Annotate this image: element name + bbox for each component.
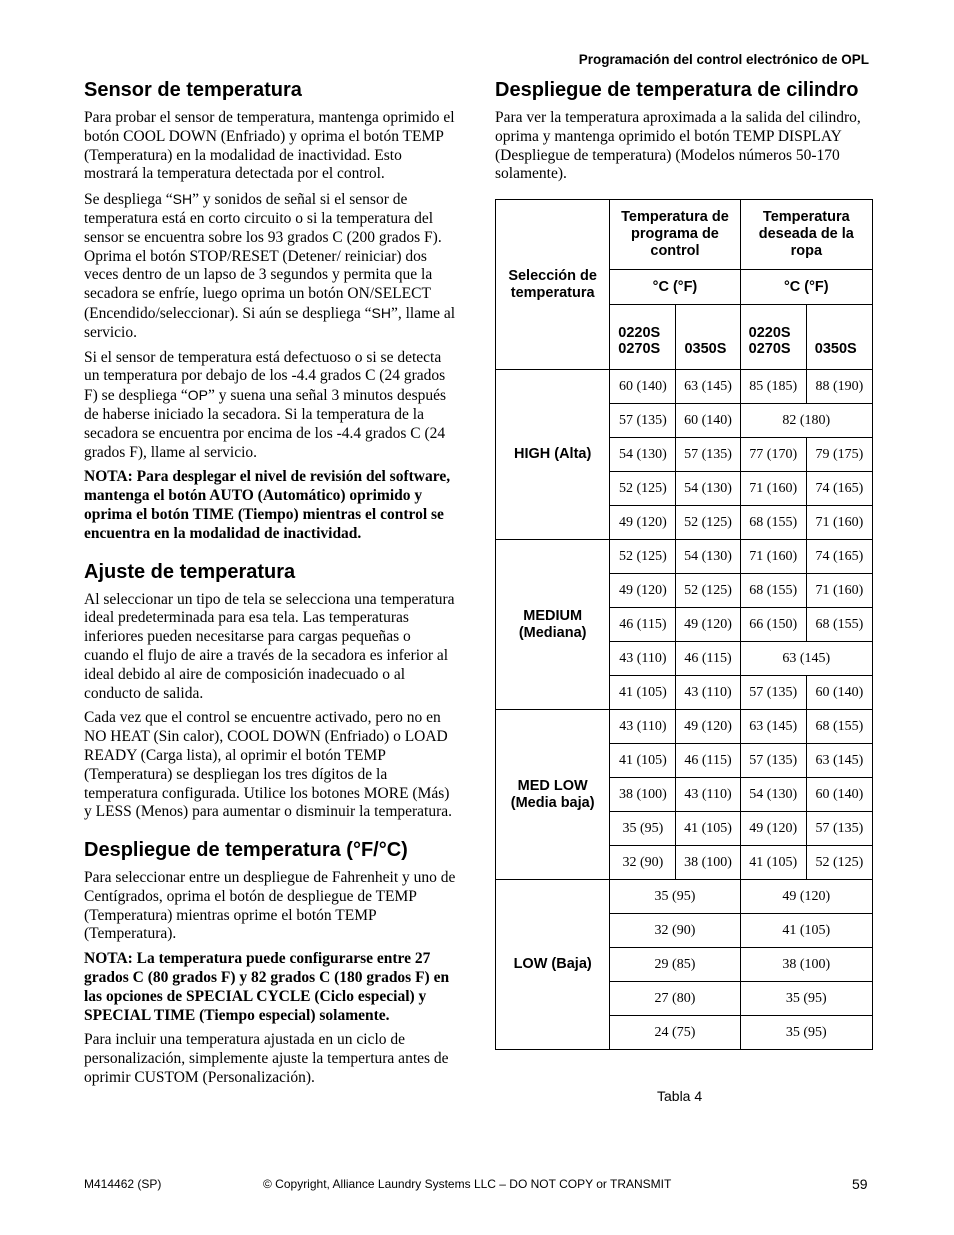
temperature-cell: 32 (90) (610, 846, 676, 880)
temperature-cell: 46 (115) (610, 608, 676, 642)
temperature-cell: 68 (155) (806, 710, 872, 744)
table-row (496, 540, 873, 574)
table-row (496, 710, 873, 744)
temperature-cell: 57 (135) (610, 404, 676, 438)
temperature-cell: 35 (95) (740, 1016, 872, 1050)
temperature-cell: 49 (120) (676, 608, 740, 642)
temperature-cell: 46 (115) (676, 744, 740, 778)
temperature-cell: 60 (140) (806, 778, 872, 812)
temperature-cell: 54 (130) (676, 472, 740, 506)
table-row (496, 370, 873, 404)
paragraph: Cada vez que el control se encuentre activado, pero no en NO HEAT (Sin calor), COOL DOWN (Enfriado) o LOAD READY (Carga lista), al oprimir el botón TEMP (Temperatura) se despliegan los tres dígitos de la temperatura configurada. Utilice los botones MORE (Más) y LESS (Menos) para aumentar o disminuir la temperatura. (84, 709, 453, 821)
temperature-cell: 63 (145) (740, 642, 872, 676)
temperature-cell: 52 (125) (806, 846, 872, 880)
temperature-cell: 43 (110) (610, 642, 676, 676)
temperature-cell: 74 (165) (806, 540, 872, 574)
temperature-cell: 71 (160) (740, 472, 806, 506)
temperature-cell: 43 (110) (676, 676, 740, 710)
right-column (495, 78, 875, 1050)
temperature-cell: 49 (120) (610, 574, 676, 608)
temperature-cell: 49 (120) (610, 506, 676, 540)
temperature-cell: 57 (135) (740, 744, 806, 778)
running-header: Programación del control electrónico de OPL (578, 52, 869, 67)
temperature-cell: 41 (105) (610, 676, 676, 710)
temperature-cell: 79 (175) (806, 438, 872, 472)
section-title-adjust: Ajuste de temperatura (84, 560, 296, 583)
display-code: SH (172, 191, 193, 208)
temperature-cell: 52 (125) (610, 472, 676, 506)
header-program-temp: Temperatura de programa de control (610, 200, 740, 270)
temperature-cell: 41 (105) (676, 812, 740, 846)
temperature-cell: 46 (115) (676, 642, 740, 676)
temperature-table (495, 199, 873, 1050)
temperature-cell: 52 (125) (676, 506, 740, 540)
model-header: 0350S (806, 305, 872, 370)
unit-label: °C (°F) (610, 270, 740, 305)
temperature-cell: 60 (140) (806, 676, 872, 710)
temperature-cell: 38 (100) (676, 846, 740, 880)
temperature-cell: 54 (130) (740, 778, 806, 812)
temperature-cell: 57 (135) (740, 676, 806, 710)
temperature-cell: 41 (105) (610, 744, 676, 778)
paragraph: Al seleccionar un tipo de tela se selecciona una temperatura ideal predeterminada para esa tela. Las temperaturas inferiores pueden necesitarse para cargas pequeñas o cuando el flujo de aire a través de la secadora es inferior al ideal debido al aire de composición inadecuado o al conducto de salida. (84, 590, 455, 702)
footer-copyright: © Copyright, Alliance Laundry Systems LLC – DO NOT COPY or TRANSMIT (263, 1177, 672, 1191)
temperature-cell: 24 (75) (610, 1016, 740, 1050)
section-title-display: Despliegue de temperatura (°F/°C) (84, 839, 408, 862)
header-clothes-temp: Temperatura deseada de la ropa (740, 200, 872, 270)
temperature-cell: 85 (185) (740, 370, 806, 404)
temperature-cell: 35 (95) (610, 880, 740, 914)
temperature-cell: 29 (85) (610, 948, 740, 982)
temperature-cell: 38 (100) (610, 778, 676, 812)
temperature-cell: 54 (130) (610, 438, 676, 472)
paragraph: Para probar el sensor de temperatura, mantenga oprimido el botón COOL DOWN (Enfriado) y oprima el botón TEMP (Temperatura) en la modalidad de inactividad. Esto mostrará la temperatura detectada por el control. (84, 109, 455, 183)
temperature-selection-label: MEDIUM (Mediana) (496, 540, 610, 710)
note: NOTA: La temperatura puede configurarse entre 27 grados C (80 grados F) y 82 grados C (180 grados F) en las opciones de SPECIAL CYCLE (Ciclo especial) y SPECIAL TIME (Tiempo especial) solamente. (84, 950, 450, 1024)
temperature-cell: 41 (105) (740, 846, 806, 880)
temperature-cell: 68 (155) (740, 574, 806, 608)
paragraph: Se despliega “SH” y sonidos de señal si el sensor de temperatura está en corto circuito o si la temperatura del sensor se encuentra sobre los 93 grados C (200 grados F). Oprima el botón STOP/RESET (Detener/ reiniciar) dos veces dentro de un lapso de 3 segundos y permita que la secadora se enfríe, luego oprima un botón ON/SELECT (Encendido/seleccionar). Si aún se despliega “SH”, llame al servicio. (84, 191, 456, 341)
temperature-cell: 49 (120) (676, 710, 740, 744)
temperature-selection-label: LOW (Baja) (496, 880, 610, 1050)
display-code: OP (187, 387, 208, 404)
temperature-cell: 57 (135) (806, 812, 872, 846)
note: NOTA: Para desplegar el nivel de revisión del software, mantenga el botón AUTO (Automático) oprimido y oprima el botón TIME (Tiempo) mientras el control se encuentra en la modalidad de inactividad. (84, 468, 451, 542)
temperature-cell: 57 (135) (676, 438, 740, 472)
temperature-cell: 71 (160) (740, 540, 806, 574)
temperature-cell: 49 (120) (740, 812, 806, 846)
temperature-cell: 63 (145) (676, 370, 740, 404)
table-row (496, 880, 873, 914)
unit-label: °C (°F) (740, 270, 872, 305)
temperature-cell: 52 (125) (610, 540, 676, 574)
paragraph: Para seleccionar entre un despliegue de Fahrenheit y uno de Centígrados, oprima el botón de despliegue de TEMP (Temperatura) mientras oprime el botón TEMP (Temperatura). (84, 869, 456, 943)
temperature-cell: 63 (145) (740, 710, 806, 744)
temperature-cell: 35 (95) (740, 982, 872, 1016)
temperature-cell: 82 (180) (740, 404, 872, 438)
model-header: 0350S (676, 305, 740, 370)
section-title-sensor: Sensor de temperatura (84, 79, 302, 101)
temperature-cell: 68 (155) (806, 608, 872, 642)
temperature-cell: 32 (90) (610, 914, 740, 948)
temperature-cell: 63 (145) (806, 744, 872, 778)
temperature-cell: 41 (105) (740, 914, 872, 948)
temperature-cell: 38 (100) (740, 948, 872, 982)
temperature-cell: 49 (120) (740, 880, 872, 914)
temperature-selection-label: MED LOW (Media baja) (496, 710, 610, 880)
model-header: 0220S 0270S (740, 305, 806, 370)
temperature-cell: 54 (130) (676, 540, 740, 574)
footer-doc-id: M414462 (SP) (84, 1177, 162, 1191)
temperature-cell: 60 (140) (610, 370, 676, 404)
section-title-cylinder: Despliegue de temperatura de cilindro (495, 79, 859, 101)
temperature-cell: 74 (165) (806, 472, 872, 506)
table-caption: Tabla 4 (657, 1088, 703, 1104)
temperature-cell: 43 (110) (676, 778, 740, 812)
temperature-cell: 77 (170) (740, 438, 806, 472)
page-number: 59 (852, 1176, 868, 1192)
temperature-cell: 35 (95) (610, 812, 676, 846)
display-code: SH (371, 304, 391, 321)
left-column (84, 78, 458, 1094)
temperature-cell: 68 (155) (740, 506, 806, 540)
temperature-cell: 60 (140) (676, 404, 740, 438)
paragraph: Para incluir una temperatura ajustada en un ciclo de personalización, simplemente ajuste la tempertura antes de oprimir CUSTOM (Personalización). (84, 1031, 449, 1087)
paragraph: Para ver la temperatura aproximada a la salida del cilindro, oprima y mantenga oprimido el botón TEMP DISPLAY (Despliegue de temperatura) (Modelos números 50-170 solamente). (495, 109, 861, 183)
temperature-selection-label: HIGH (Alta) (496, 370, 610, 540)
temperature-cell: 71 (160) (806, 574, 872, 608)
temperature-cell: 52 (125) (676, 574, 740, 608)
paragraph: Si el sensor de temperatura está defectuoso o si se detecta un temperatura por debajo de los -4.4 grados C (24 grados F) se despliega “OP” y suena una señal 3 minutos después de haberse iniciado la secadora. Si la temperatura de la secadora se encuentra por encima de los -4.4 grados C (24 grados F), llame al servicio. (84, 348, 447, 461)
temperature-cell: 71 (160) (806, 506, 872, 540)
model-header: 0220S 0270S (610, 305, 676, 370)
temperature-cell: 66 (150) (740, 608, 806, 642)
temperature-cell: 88 (190) (806, 370, 872, 404)
temperature-cell: 27 (80) (610, 982, 740, 1016)
header-selection: Selección de temperatura (496, 200, 610, 370)
temperature-cell: 43 (110) (610, 710, 676, 744)
